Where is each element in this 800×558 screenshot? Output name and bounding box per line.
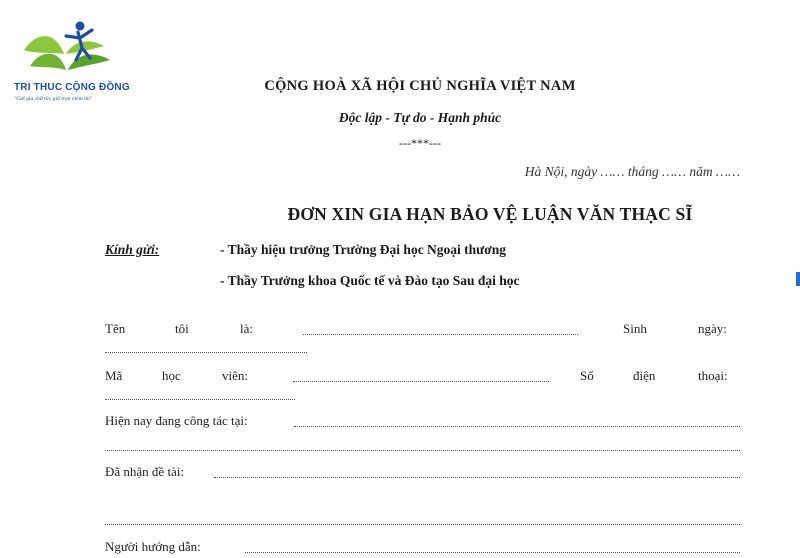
student-id-field[interactable] [293,381,549,382]
topic-field[interactable] [214,477,740,478]
national-title: CỘNG HOÀ XÃ HỘI CHỦ NGHĨA VIỆT NAM [264,78,576,94]
logo [14,20,130,108]
name-label-word-2: tôi [175,321,189,336]
workplace-field[interactable] [294,426,740,427]
name-field[interactable] [303,334,578,335]
dateline: Hà Nội, ngày …… tháng …… năm …… [524,164,740,179]
dob-field[interactable] [105,352,307,353]
workplace-label: Hiện nay đang công tác tại: [105,413,248,428]
recipient-line-1: - Thầy hiệu trưởng Trường Đại học Ngoại thương [220,242,507,257]
document-title: ĐƠN XIN GIA HẠN BẢO VỆ LUẬN VĂN THẠC SĨ [287,204,693,224]
logo-brand: TRI THUC CỘNG ĐỒNG [14,82,130,93]
sid-label-word-1: Mã [105,368,123,383]
name-label-word-1: Tên [105,321,126,336]
logo-slogan: "Gửi gia chữ tín, giữ trọn niềm tin" [14,96,93,102]
dob-label-word-1: Sinh [623,321,647,336]
topic-label: Đã nhận đề tài: [105,464,185,479]
phone-field[interactable] [105,399,295,400]
edge-marker [796,272,800,286]
dob-label-word-2: ngày: [698,321,727,336]
topic-field-line-2[interactable] [105,524,740,525]
sid-label-word-3: viên: [222,368,248,383]
workplace-field-line-2[interactable] [105,450,740,451]
phone-label-word-3: thoại: [698,368,728,383]
sid-label-word-2: học [162,368,181,383]
name-label-word-3: là: [240,321,253,336]
advisor-label: Người hướng dẫn: [105,539,201,554]
logo-emblem [20,20,116,82]
greeting: Kính gửi: [105,242,160,257]
phone-label-word-1: Số [580,368,594,383]
phone-label-word-2: điện [633,368,656,383]
separator-stars: ---***--- [399,136,441,150]
national-motto: Độc lập - Tự do - Hạnh phúc [338,110,502,125]
advisor-field[interactable] [245,552,740,553]
recipient-line-2: - Thầy Trưởng khoa Quốc tế và Đào tạo Sau đại học [220,273,520,288]
